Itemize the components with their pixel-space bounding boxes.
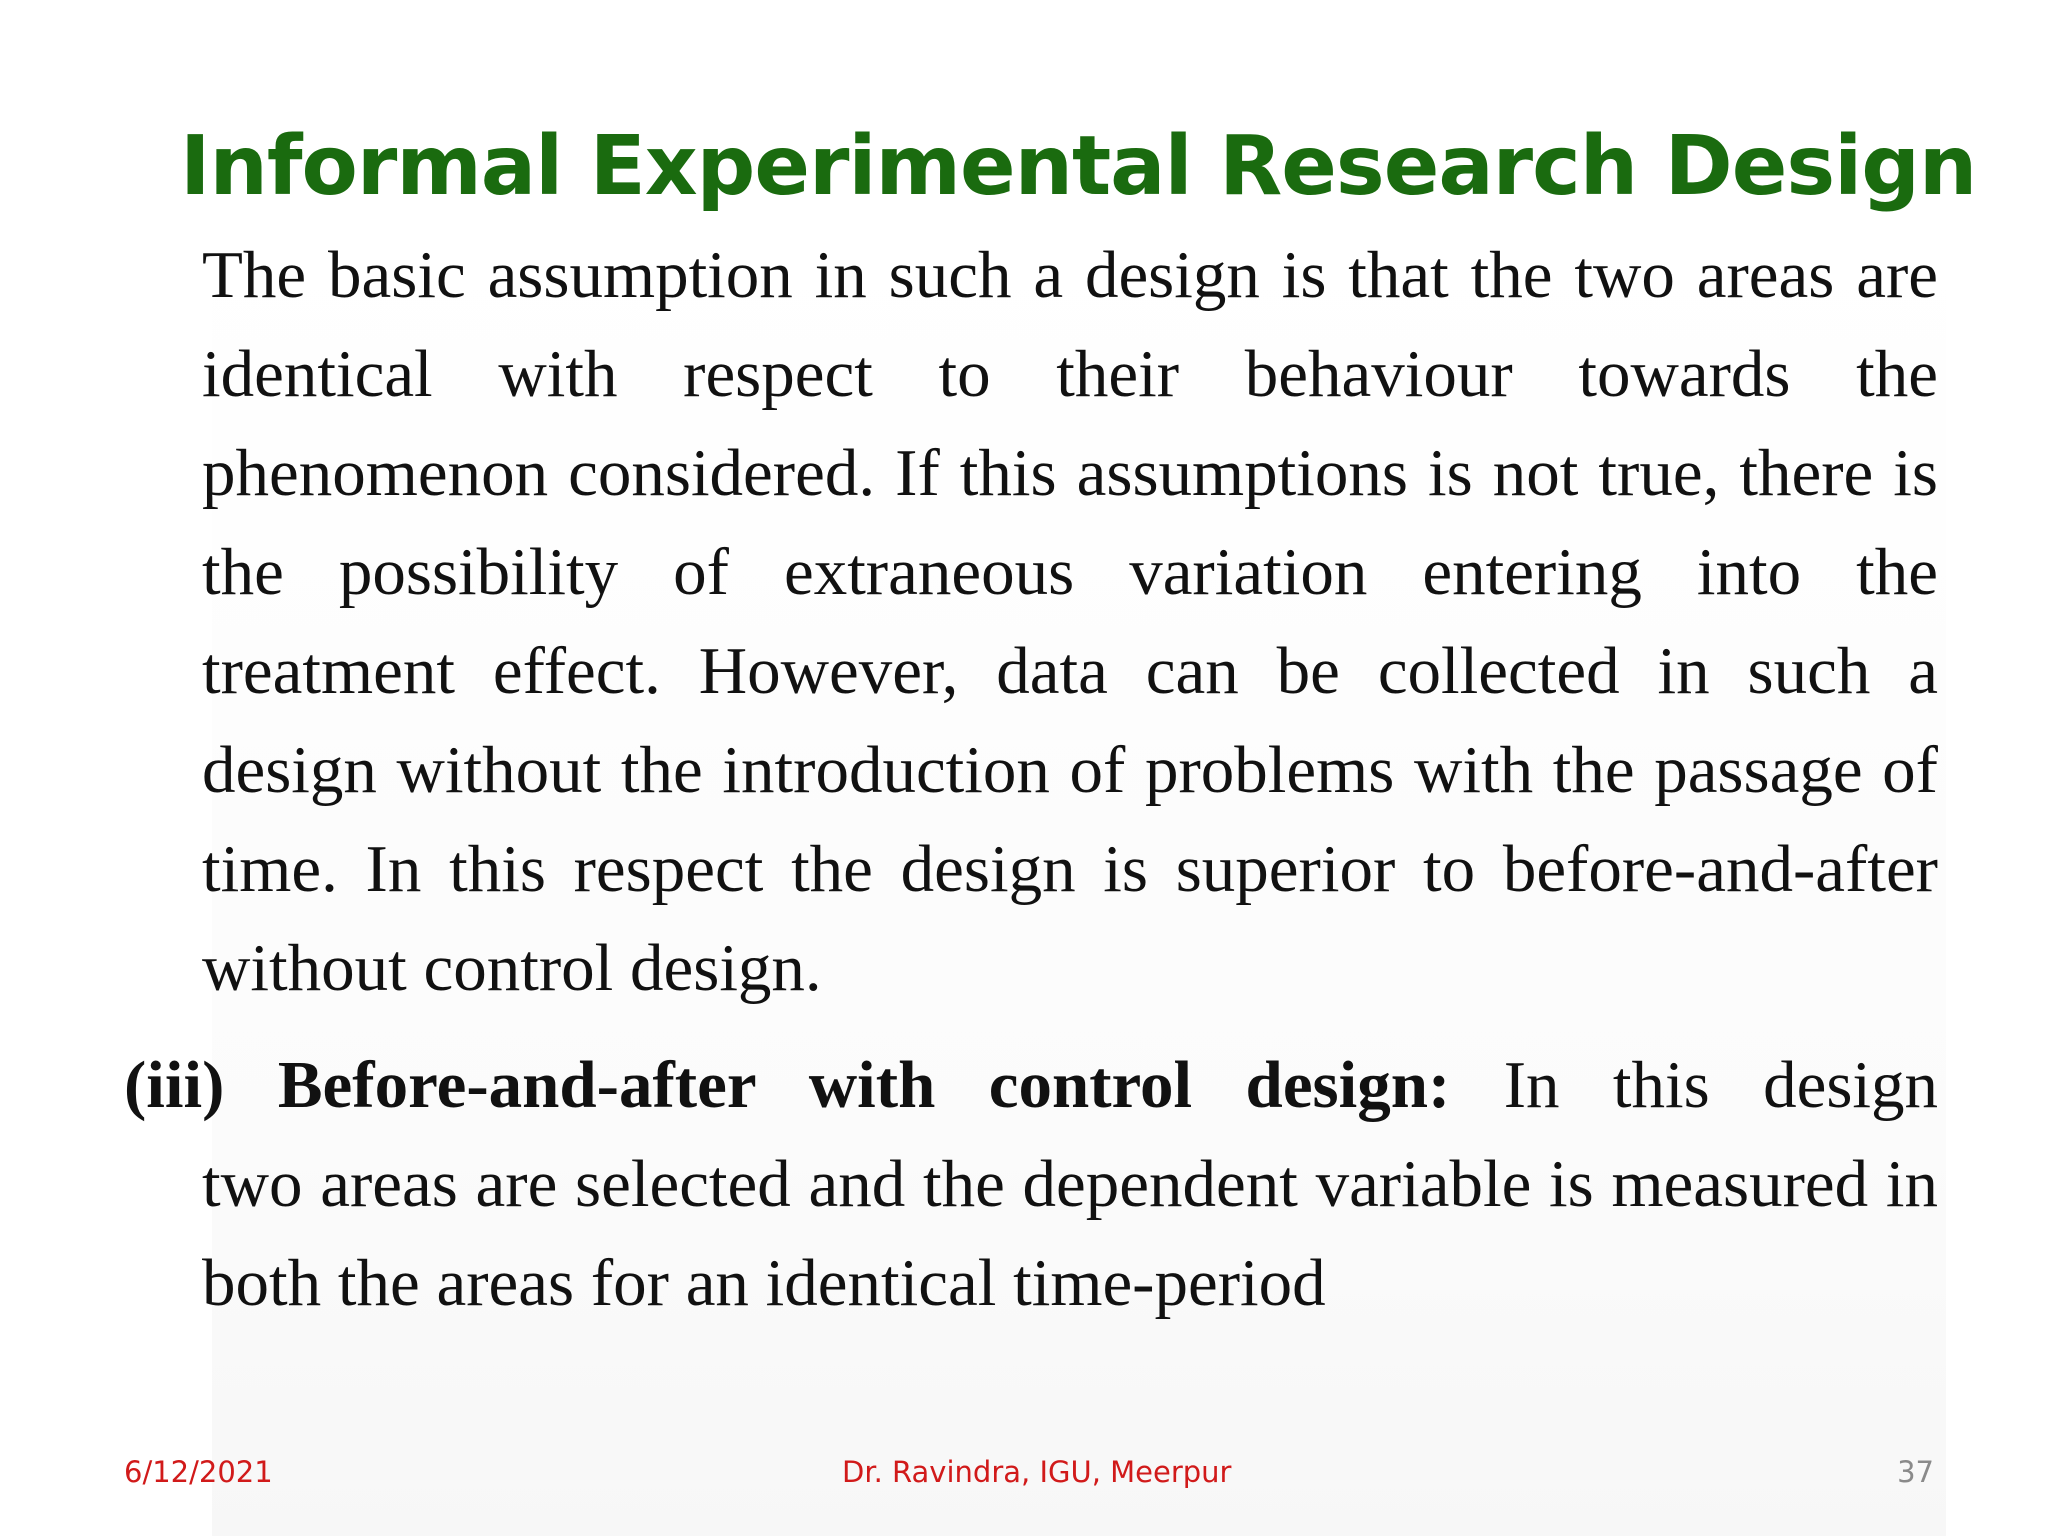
body-paragraph-2-rest: two areas are selected and the dependent variable is measured in both the areas for an identical time-period (202, 1147, 1938, 1320)
slide-title: Informal Experimental Research Design (180, 119, 1977, 214)
footer-date: 6/12/2021 (124, 1455, 273, 1489)
body-paragraph-1: The basic assumption in such a design is that the two areas are identical with respect to their behaviour towards the phenomenon considered. If this assumptions is not true, there is the possibility of extraneous variation entering into the treatment effect. However, data can be collected in such a design without the introduction of problems with the passage of time. In this respect the design is superior to before-and-after without control design. (202, 238, 1938, 1005)
paragraph-2-lead-tail: In this design (1450, 1048, 1939, 1122)
paragraph-2-bold-heading: (iii) Before-and-after with control design: (124, 1048, 1451, 1122)
body-paragraph-2-first-line (124, 1036, 1938, 1135)
footer-page-number: 37 (1897, 1455, 1934, 1489)
footer-author: Dr. Ravindra, IGU, Meerpur (842, 1455, 1232, 1489)
